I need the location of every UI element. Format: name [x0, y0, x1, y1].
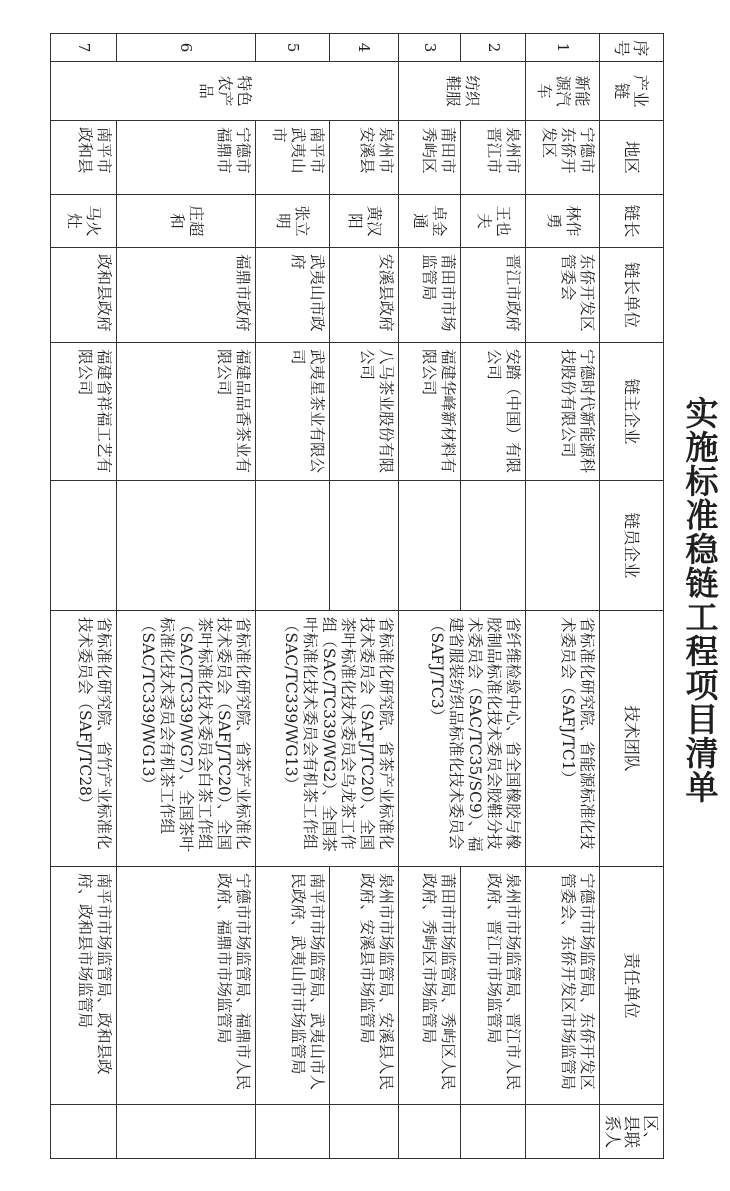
cell-member-company — [255, 481, 329, 611]
cell-lead-company: 宁德时代新能源科技股份有限公司 — [526, 343, 600, 481]
header-member-company: 链员企业 — [600, 481, 664, 611]
cell-no: 7 — [51, 34, 117, 62]
cell-contact — [116, 1105, 255, 1159]
cell-chain: 特色农产品 — [51, 62, 399, 121]
cell-tech-team: 省标准化研究院、省能源标准化技术委员会（SAFJ/TC1） — [526, 611, 600, 867]
cell-chain: 纺织鞋服 — [398, 62, 526, 121]
table-row — [51, 34, 117, 1159]
cell-responsible-unit: 宁德市市场监管局、东侨开发区管委会、东侨开发区市场监管局 — [526, 867, 600, 1105]
cell-responsible-unit: 南平市市场监管局、武夷山市人民政府、武夷山市市场监管局 — [255, 867, 329, 1105]
header-leader: 链长 — [600, 195, 664, 248]
cell-leader: 马火灶 — [51, 195, 117, 248]
cell-no: 4 — [329, 34, 398, 62]
cell-leader: 张立明 — [255, 195, 329, 248]
table-row — [398, 34, 460, 1159]
cell-leader: 庄超和 — [116, 195, 255, 248]
cell-responsible-unit: 泉州市市场监管局、安溪县人民政府、安溪县市场监管局 — [329, 867, 398, 1105]
cell-member-company — [329, 481, 398, 611]
header-no: 序号 — [600, 34, 664, 62]
cell-leader-unit: 莆田市市场监管局 — [398, 248, 460, 343]
cell-no: 6 — [116, 34, 255, 62]
rotated-table-container — [50, 33, 664, 1158]
cell-contact — [51, 1105, 117, 1159]
header-responsible-unit: 责任单位 — [600, 867, 664, 1105]
cell-lead-company: 福建品品香茶业有限公司 — [116, 343, 255, 481]
cell-member-company — [51, 481, 117, 611]
cell-lead-company: 福建省祥福工艺有限公司 — [51, 343, 117, 481]
cell-lead-company: 八马茶业股份有限公司 — [329, 343, 398, 481]
cell-no: 2 — [460, 34, 526, 62]
cell-contact — [460, 1105, 526, 1159]
table-row — [255, 34, 329, 1159]
cell-responsible-unit: 南平市市场监管局、政和县政府、政和县市场监管局 — [51, 867, 117, 1105]
cell-contact — [329, 1105, 398, 1159]
cell-no: 1 — [526, 34, 600, 62]
table-row — [329, 34, 398, 1159]
cell-member-company — [398, 481, 460, 611]
table-row — [116, 34, 255, 1159]
cell-leader: 卓金通 — [398, 195, 460, 248]
cell-leader-unit: 武夷山市政府 — [255, 248, 329, 343]
cell-member-company — [116, 481, 255, 611]
header-contact: 区、县联系人 — [600, 1105, 664, 1159]
cell-tech-team: 省纤维检验中心、省全国橡胶与橡胶制品标准化技术委员会胶鞋分技术委员会（SAC/TC35/SC9）、福建省服装纺织品标准化技术委员会（SAFJ/TC3） — [398, 611, 526, 867]
cell-region: 南平市政和县 — [51, 121, 117, 195]
header-lead-company: 链主企业 — [600, 343, 664, 481]
cell-region: 泉州市晋江市 — [460, 121, 526, 195]
cell-tech-team: 省标准化研究院、省茶产业标准化技术委员会（SAFJ/TC20）、全国茶叶标准化技术委员会白茶工作组（SAC/TC339/WG7）、全国茶叶标准化技术委员会有机茶工作组（SAC/TC339/WG13） — [116, 611, 255, 867]
title-block — [672, 396, 728, 804]
cell-region: 宁德市福鼎市 — [116, 121, 255, 195]
cell-responsible-unit: 宁德市市场监管局、福鼎市人民政府、福鼎市市场监管局 — [116, 867, 255, 1105]
cell-leader: 林作勇 — [526, 195, 600, 248]
cell-contact — [398, 1105, 460, 1159]
cell-contact — [526, 1105, 600, 1159]
cell-responsible-unit: 莆田市市场监管局、秀屿区人民政府、秀屿区市场监管局 — [398, 867, 460, 1105]
cell-responsible-unit: 泉州市市场监管局、晋江市人民政府、晋江市市场监管局 — [460, 867, 526, 1105]
cell-region: 莆田市秀屿区 — [398, 121, 460, 195]
cell-region: 南平市武夷山市 — [255, 121, 329, 195]
header-chain: 产业链 — [600, 62, 664, 121]
cell-region: 泉州市安溪县 — [329, 121, 398, 195]
table-row — [460, 34, 526, 1159]
cell-member-company — [460, 481, 526, 611]
header-leader-unit: 链长单位 — [600, 248, 664, 343]
cell-leader: 黄汉阳 — [329, 195, 398, 248]
document-title: 实施标准稳链工程项目清单 — [680, 396, 720, 804]
cell-leader-unit: 安溪县政府 — [329, 248, 398, 343]
cell-tech-team: 省标准化研究院、省茶产业标准化技术委员会（SAFJ/TC20）、全国茶叶标准化技术委员会乌龙茶工作组（SAC/TC339/WG2）、全国茶叶标准化技术委员会有机茶工作组（SAC/TC339/WG13） — [255, 611, 398, 867]
cell-leader-unit: 东侨开发区管委会 — [526, 248, 600, 343]
header-region: 地区 — [600, 121, 664, 195]
cell-no: 5 — [255, 34, 329, 62]
cell-region: 宁德市东侨开发区 — [526, 121, 600, 195]
cell-leader-unit: 福鼎市政府 — [116, 248, 255, 343]
cell-contact — [255, 1105, 329, 1159]
table-row — [526, 34, 600, 1159]
cell-leader: 王也夫 — [460, 195, 526, 248]
table-header-row — [600, 34, 664, 1159]
cell-leader-unit: 政和县政府 — [51, 248, 117, 343]
cell-member-company — [526, 481, 600, 611]
cell-chain: 新能源汽车 — [526, 62, 600, 121]
cell-lead-company: 武夷星茶业有限公司 — [255, 343, 329, 481]
cell-leader-unit: 晋江市政府 — [460, 248, 526, 343]
cell-lead-company: 福建华峰新材料有限公司 — [398, 343, 460, 481]
project-table — [50, 33, 664, 1159]
cell-lead-company: 安踏（中国）有限公司 — [460, 343, 526, 481]
cell-no: 3 — [398, 34, 460, 62]
cell-tech-team: 省标准化研究院、省竹产业标准化技术委员会（SAFJ/TC28） — [51, 611, 117, 867]
header-tech-team: 技术团队 — [600, 611, 664, 867]
